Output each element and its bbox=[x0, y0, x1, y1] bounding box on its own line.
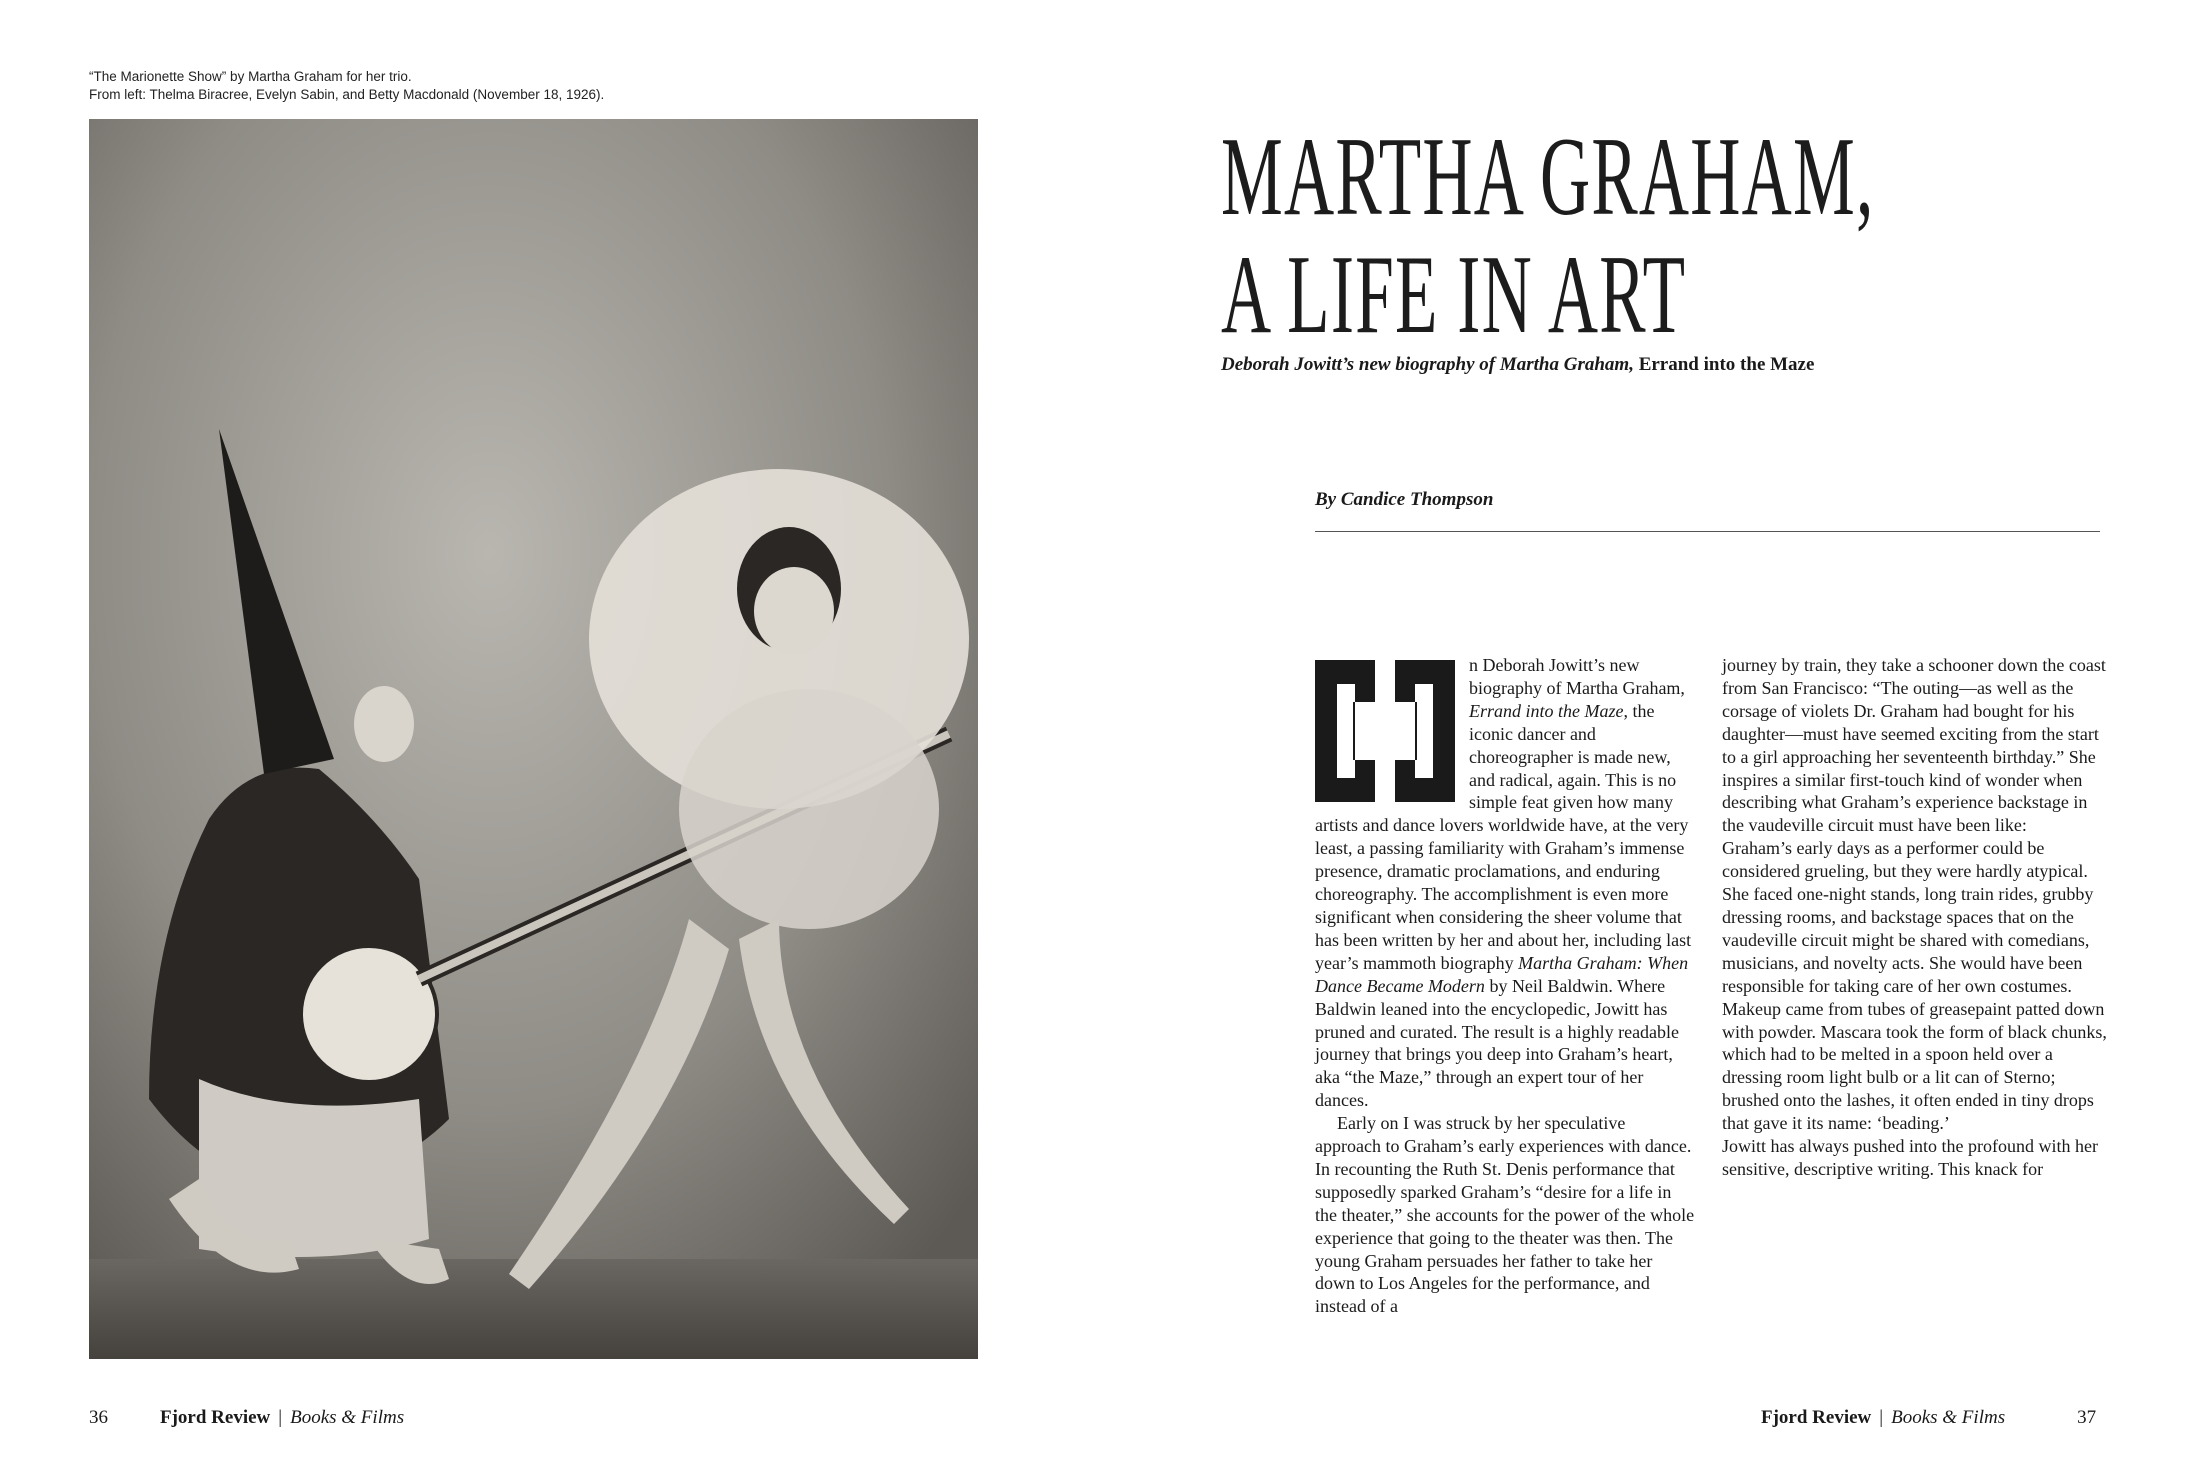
caption-line-2: From left: Thelma Biracree, Evelyn Sabin, and Betty Macdonald (November 18, 1926). bbox=[89, 87, 605, 102]
divider-rule bbox=[1315, 531, 2100, 532]
page-number-left: 36 bbox=[89, 1407, 108, 1428]
photo-caption bbox=[89, 68, 989, 104]
section-name-right: Books & Films bbox=[1891, 1407, 2006, 1428]
paragraph-4: Jowitt has always pushed into the profound with her sensitive, descriptive writing. This knack for bbox=[1722, 1136, 2098, 1179]
deck-italic: Deborah Jowitt’s new biography of Martha Graham, bbox=[1221, 354, 1634, 375]
block-quote: Graham’s early days as a performer could be considered grueling, but they were hardly atypical. She faced one-night stands, long train rides, grubby dressing rooms, and backstage spaces that on the vaudeville circuit might be shared with comedians, musicians, and novelty acts. She would have been responsible for taking care of her own costumes. Makeup came from tubes of greasepaint patted down with powder. Mascara took the form of black chunks, which had to be melted in a spoon held over a dressing room light bulb or a lit can of Sterno; brushed onto the lashes, it often ended in tiny drops that gave it its name: ‘beading.’ bbox=[1722, 838, 2107, 1134]
footer-left bbox=[89, 1406, 404, 1430]
section-name-left: Books & Films bbox=[290, 1407, 405, 1428]
paragraph-1: n Deborah Jowitt’s new biography of Martha Graham, Errand into the Maze, the iconic dancer and choreographer is made new, and radical, again. This is no simple feat given how many artists and dance lovers worldwide have, at the very least, a passing familiarity with Graham’s immense presence, dramatic proclamations, and enduring choreography. The accomplishment is even more significant when considering the sheer volume that has been written by her and about her, including last year’s mammoth biography Martha Graham: When Dance Became Modern by Neil Baldwin. Where Baldwin leaned into the encyclopedic, Jowitt has pruned and curated. The result is a highly readable journey that brings you deep into Graham’s heart, aka “the Maze,” through an expert tour of her dances. bbox=[1315, 655, 1692, 1111]
byline: By Candice Thompson bbox=[1315, 489, 1494, 510]
magazine-name-left: Fjord Review bbox=[160, 1407, 271, 1428]
page-number-right: 37 bbox=[2077, 1407, 2097, 1428]
deck-book-title: Errand into the Maze bbox=[1633, 354, 1815, 375]
body-column-2 bbox=[1722, 654, 2112, 1181]
paragraph-2: Early on I was struck by her speculative approach to Graham’s early experiences with dance. In recounting the Ruth St. Denis performance that supposedly sparked Graham’s “desire for a life in the theater,” she accounts for the power of the whole experience that going to the theater was then. The young Graham persuades her father to take her down to Los Angeles for the performance, and instead of a bbox=[1315, 1113, 1695, 1317]
article-deck bbox=[1221, 353, 1814, 377]
marionette-show-photograph bbox=[89, 119, 978, 1359]
title-line-2: A LIFE IN ART bbox=[1221, 233, 1687, 357]
article-title bbox=[1221, 115, 2139, 357]
footer-separator-right: | bbox=[1879, 1407, 1884, 1428]
title-line-1: MARTHA GRAHAM, bbox=[1221, 115, 1875, 239]
magazine-name-right: Fjord Review bbox=[1761, 1407, 1872, 1428]
footer-right bbox=[1761, 1406, 2096, 1430]
caption-line-1: “The Marionette Show” by Martha Graham for her trio. bbox=[89, 69, 412, 84]
footer-separator-left: | bbox=[278, 1407, 283, 1428]
paragraph-3: journey by train, they take a schooner down the coast from San Francisco: “The outing—as well as the corsage of violets Dr. Graham had bought for his daughter—must have seemed exciting from the start to a girl approaching her seventeenth birthday.” She inspires a similar first-touch kind of wonder when describing what Graham’s experience backstage in the vaudeville circuit must have been like: bbox=[1722, 655, 2106, 836]
body-column-1 bbox=[1315, 654, 1695, 1318]
drop-cap bbox=[1315, 660, 1455, 802]
